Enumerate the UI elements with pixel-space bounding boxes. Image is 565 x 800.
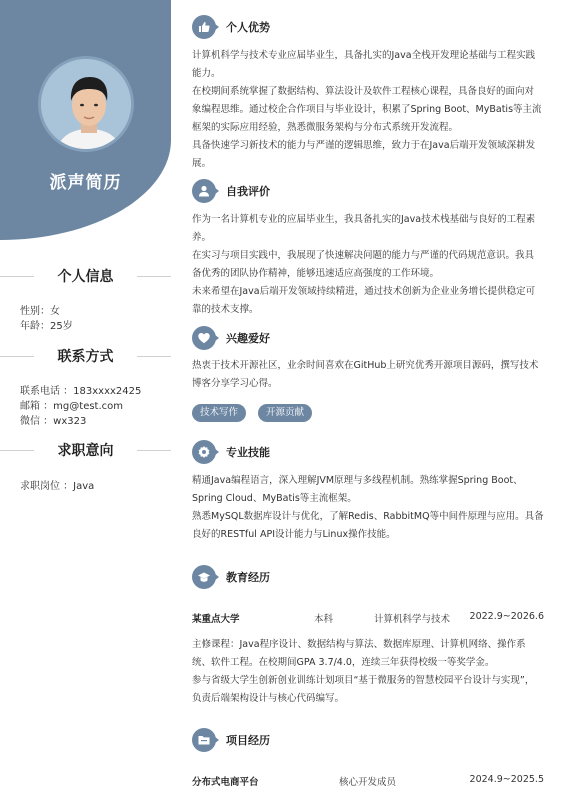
education-row [192, 611, 544, 625]
resume-title: 派声简历 [49, 173, 122, 193]
evaluation-title: 自我评价 [226, 185, 270, 198]
evaluation-line: 养。 [192, 232, 212, 243]
hobbies-title: 兴趣爱好 [226, 332, 270, 345]
skills-title: 专业技能 [226, 446, 270, 459]
education-title: 教育经历 [226, 571, 270, 584]
folder-icon [197, 733, 211, 747]
evaluation-badge [192, 179, 216, 203]
personal-info-heading [0, 266, 171, 286]
main-content [171, 0, 565, 800]
education-line: 参与省级大学生创新创业训练计划项目“基于微服务的智慧校园平台设计与实现”， [192, 675, 535, 686]
gear-icon [197, 445, 211, 459]
skills-line: 精通Java编程语言，深入理解JVM原理与多线程机制。熟练掌握Spring Boot、 [192, 475, 523, 486]
evaluation-line: 备优秀的团队协作精神，能够迅速适应高强度的工作环境。 [192, 268, 440, 279]
graduation-cap-icon [197, 570, 211, 584]
sidebar [0, 0, 171, 800]
education-line: 主修课程：Java程序设计、数据结构与算法、数据库原理、计算机网络、操作系 [192, 639, 526, 650]
wechat-text: 微信 ：wx323 [20, 416, 87, 427]
evaluation-line: 作为一名计算机专业的应届毕业生，我具备扎实的Java技术栈基础与良好的工程素 [192, 214, 536, 225]
avatar [38, 56, 134, 152]
age-text: 年龄：25岁 [20, 321, 73, 332]
email-text: 邮箱 ：mg@test.com [20, 401, 124, 412]
project-period: 2024.9~2025.5 [469, 774, 544, 785]
advantages-line: 能力。 [192, 68, 221, 79]
education-line: 统、软件工程。在校期间GPA 3.7/4.0，连续三年获得校级一等奖学金。 [192, 657, 495, 668]
gender-text: 性别：女 [20, 306, 60, 317]
hobby-tag: 技术写作 [192, 404, 246, 422]
evaluation-text [192, 211, 544, 319]
hobbies-text [192, 357, 544, 393]
advantages-line: 框架的实际应用经验，熟悉微服务架构与分布式系统开发流程。 [192, 122, 459, 133]
education-text [192, 636, 544, 708]
advantages-title: 个人优势 [226, 21, 270, 34]
personal-info-title: 个人信息 [57, 269, 114, 285]
advantages-badge [192, 15, 216, 39]
skills-line: 良好的RESTful API设计能力与Linux操作技能。 [192, 529, 396, 540]
project-row [192, 774, 544, 788]
advantages-line: 展。 [192, 158, 212, 169]
hobby-tag: 开源贡献 [258, 404, 312, 422]
divider [137, 356, 171, 357]
contact-title: 联系方式 [57, 349, 114, 365]
sidebar-header [0, 0, 171, 240]
avatar-portrait-icon [41, 59, 134, 152]
divider [137, 276, 171, 277]
hobbies-badge [192, 326, 216, 350]
degree: 本科 [314, 614, 334, 625]
projects-badge [192, 728, 216, 752]
skills-text [192, 472, 544, 544]
divider [137, 450, 171, 451]
advantages-line: 在校期间系统掌握了数据结构、算法设计及软件工程核心课程，具备良好的面向对 [192, 86, 535, 97]
project-role: 核心开发成员 [339, 777, 397, 788]
hobbies-line: 博客分享学习心得。 [192, 378, 278, 389]
phone-text: 联系电话 ：183xxxx2425 [20, 386, 142, 397]
heart-icon [197, 331, 211, 345]
skills-line: 熟悉MySQL数据库设计与优化，了解Redis、RabbitMQ等中间件原理与应用。具备 [192, 511, 544, 522]
advantages-line: 具备快速学习新技术的能力与严谨的逻辑思维，致力于在Java后端开发领域深耕发 [192, 140, 536, 151]
contact-heading [0, 346, 171, 366]
evaluation-line: 靠的技术支撑。 [192, 304, 259, 315]
job-intent-title: 求职意向 [57, 443, 114, 459]
thumbs-up-icon [197, 20, 211, 34]
education-line: 负责后端架构设计与核心代码编写。 [192, 693, 345, 704]
education-badge [192, 565, 216, 589]
skills-badge [192, 440, 216, 464]
evaluation-line: 在实习与项目实践中，我展现了快速解决问题的能力与严谨的代码规范意识。我具 [192, 250, 535, 261]
major: 计算机科学与技术 [374, 614, 451, 625]
person-icon [197, 184, 211, 198]
advantages-text [192, 47, 544, 173]
advantages-line: 象编程思维。通过校企合作项目与毕业设计，积累了Spring Boot、MyBatis等主流 [192, 104, 542, 115]
skills-line: Spring Cloud、MyBatis等主流框架。 [192, 493, 357, 504]
evaluation-line: 未来希望在Java后端开发领域持续精进，通过技术创新为企业业务增长提供稳定可 [192, 286, 536, 297]
projects-title: 项目经历 [226, 734, 270, 747]
school-name: 某重点大学 [192, 614, 240, 625]
education-period: 2022.9~2026.6 [469, 611, 544, 622]
job-intent-heading [0, 440, 171, 460]
project-name: 分布式电商平台 [192, 777, 259, 788]
hobbies-line: 热衷于技术开源社区，业余时间喜欢在GitHub上研究优秀开源项目源码，撰写技术 [192, 360, 539, 371]
job-position-text: 求职岗位 ：Java [20, 481, 95, 492]
advantages-line: 计算机科学与技术专业应届毕业生，具备扎实的Java全栈开发理论基础与工程实践 [192, 50, 536, 61]
